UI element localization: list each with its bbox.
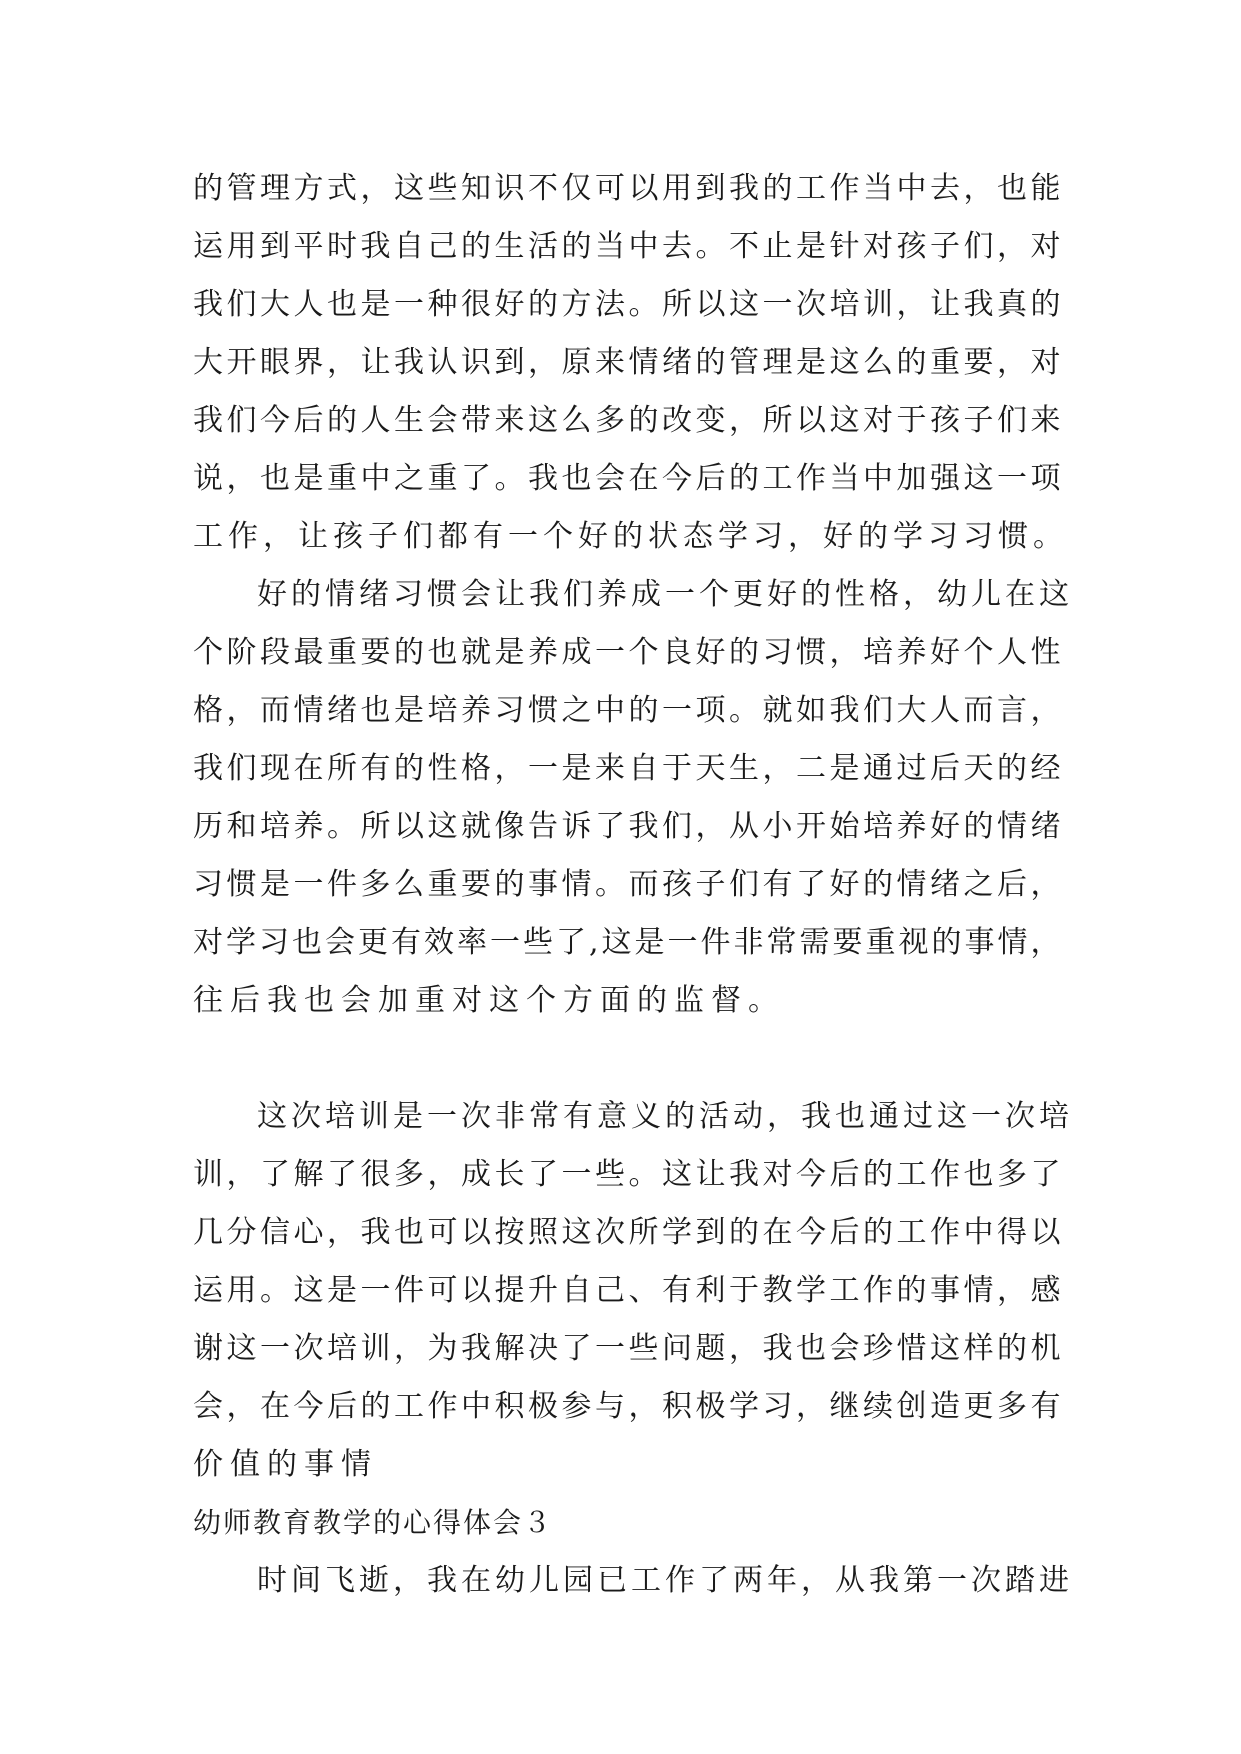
document-body — [193, 160, 1073, 1610]
paragraph-4 — [193, 1552, 1073, 1610]
text-line: 我们今后的人生会带来这么多的改变，所以这对于孩子们来 — [193, 403, 1064, 438]
text-line: 会，在今后的工作中积极参与，积极学习，继续创造更多有 — [193, 1389, 1064, 1424]
text-line: 格，而情绪也是培养习惯之中的一项。就如我们大人而言， — [193, 693, 1064, 728]
text-line: 习惯是一件多么重要的事情。而孩子们有了好的情绪之后， — [193, 867, 1064, 902]
text-line: 价值的事情 — [193, 1447, 378, 1482]
text-line: 对学习也会更有效率一些了,这是一件非常需要重视的事情， — [193, 925, 1064, 960]
text-line: 这次培训是一次非常有意义的活动，我也通过这一次培 — [257, 1099, 1073, 1134]
paragraph-3 — [193, 1088, 1073, 1494]
text-line: 谢这一次培训，为我解决了一些问题，我也会珍惜这样的机 — [193, 1331, 1064, 1366]
text-line: 个阶段最重要的也就是养成一个良好的习惯，培养好个人性 — [193, 635, 1064, 670]
paragraph-1 — [193, 160, 1073, 566]
section-heading: 幼师教育教学的心得体会３ — [193, 1506, 554, 1539]
text-line — [193, 1030, 1073, 1088]
text-line: 说，也是重中之重了。我也会在今后的工作当中加强这一项 — [193, 461, 1064, 496]
text-line: 运用到平时我自己的生活的当中去。不止是针对孩子们，对 — [193, 229, 1064, 264]
text-line: 时间飞逝，我在幼儿园已工作了两年，从我第一次踏进 — [257, 1563, 1073, 1598]
text-line: 好的情绪习惯会让我们养成一个更好的性格，幼儿在这 — [257, 577, 1073, 612]
paragraph-2 — [193, 566, 1073, 1088]
text-line: 大开眼界，让我认识到，原来情绪的管理是这么的重要，对 — [193, 345, 1064, 380]
text-line: 的管理方式，这些知识不仅可以用到我的工作当中去，也能 — [193, 171, 1064, 206]
text-line: 工作，让孩子们都有一个好的状态学习，好的学习习惯。 — [193, 519, 1068, 554]
text-line: 几分信心，我也可以按照这次所学到的在今后的工作中得以 — [193, 1215, 1064, 1250]
text-line: 历和培养。所以这就像告诉了我们，从小开始培养好的情绪 — [193, 809, 1064, 844]
text-line: 我们现在所有的性格，一是来自于天生，二是通过后天的经 — [193, 751, 1064, 786]
text-line: 运用。这是一件可以提升自己、有利于教学工作的事情，感 — [193, 1273, 1064, 1308]
text-line: 训，了解了很多，成长了一些。这让我对今后的工作也多了 — [193, 1157, 1064, 1192]
text-line: 往后我也会加重对这个方面的监督。 — [193, 983, 785, 1018]
text-line: 我们大人也是一种很好的方法。所以这一次培训，让我真的 — [193, 287, 1064, 322]
